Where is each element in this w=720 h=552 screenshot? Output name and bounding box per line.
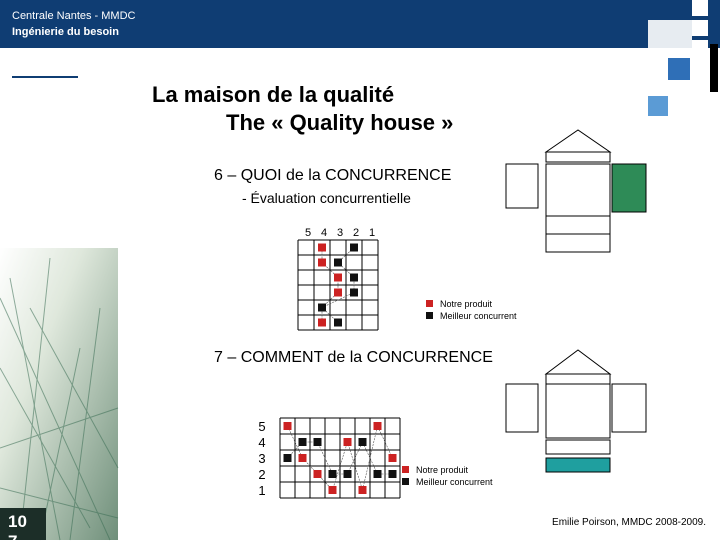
- data-point: [350, 274, 358, 282]
- data-point: [334, 319, 342, 327]
- house1-highlight: [612, 164, 646, 212]
- legend-label: Notre produit: [440, 299, 493, 309]
- scale-label: 4: [320, 227, 328, 239]
- data-point: [318, 319, 326, 327]
- scale-label: 4: [258, 435, 266, 450]
- scale-label: 5: [258, 419, 266, 434]
- legend-swatch: [402, 478, 409, 485]
- data-point: [374, 422, 382, 430]
- section1-heading: 6 – QUOI de la CONCURRENCE: [214, 167, 452, 184]
- scale-label: 2: [352, 227, 360, 239]
- data-point: [359, 486, 367, 494]
- data-point: [389, 454, 397, 462]
- data-point: [344, 438, 352, 446]
- data-point: [299, 454, 307, 462]
- decorative-squares: [640, 0, 720, 120]
- data-point: [314, 470, 322, 478]
- scale-label: 1: [368, 227, 376, 239]
- data-point: [299, 438, 307, 446]
- data-point: [374, 470, 382, 478]
- header-bar: [0, 0, 720, 48]
- data-point: [350, 244, 358, 252]
- scale-label: 3: [258, 451, 266, 466]
- data-point: [284, 422, 292, 430]
- section1-subheading: - Évaluation concurrentielle: [242, 190, 411, 206]
- data-point: [389, 470, 397, 478]
- footer-credit: Emilie Poirson, MMDC 2008-2009.: [552, 517, 706, 528]
- header-school: Centrale Nantes - MMDC: [12, 10, 136, 22]
- data-point: [359, 438, 367, 446]
- header-course: Ingénierie du besoin: [12, 26, 119, 38]
- quality-house-diagram-1: [500, 124, 660, 264]
- legend-label: Notre produit: [416, 465, 469, 475]
- data-point: [329, 470, 337, 478]
- scale-label: 2: [258, 467, 266, 482]
- side-decorative-image: [0, 48, 118, 540]
- data-point: [318, 244, 326, 252]
- divider: [12, 76, 78, 78]
- data-point: [344, 470, 352, 478]
- data-point: [284, 454, 292, 462]
- section2-heading: 7 – COMMENT de la CONCURRENCE: [214, 349, 493, 366]
- legend-label: Meilleur concurrent: [416, 477, 493, 487]
- house2-highlight: [546, 458, 610, 472]
- page-subtitle: The « Quality house »: [226, 110, 454, 135]
- quality-house-diagram-2: [500, 344, 660, 484]
- slide-number: 10 7: [8, 512, 27, 551]
- data-point: [334, 289, 342, 297]
- data-point: [350, 289, 358, 297]
- data-point: [329, 486, 337, 494]
- legend-swatch: [402, 466, 409, 473]
- page-title: La maison de la qualité: [152, 82, 395, 107]
- data-point: [314, 438, 322, 446]
- legend-label: Meilleur concurrent: [440, 311, 517, 321]
- technical-competitive-chart: [250, 410, 500, 520]
- data-point: [318, 304, 326, 312]
- data-point: [334, 259, 342, 267]
- scale-label: 5: [304, 227, 312, 239]
- scale-label: 3: [336, 227, 344, 239]
- legend-swatch: [426, 300, 433, 307]
- data-point: [334, 274, 342, 282]
- legend-swatch: [426, 312, 433, 319]
- data-point: [318, 259, 326, 267]
- scale-label: 1: [258, 483, 266, 498]
